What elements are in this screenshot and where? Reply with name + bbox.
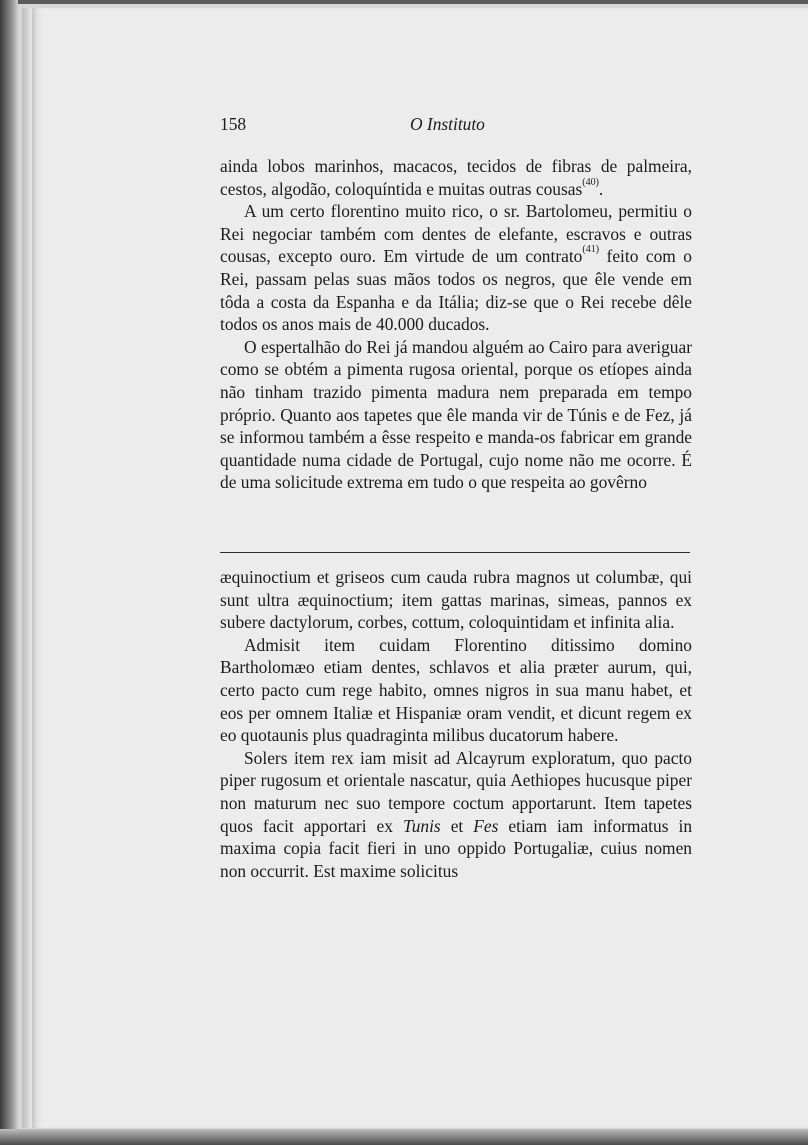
page-number: 158: [220, 114, 247, 134]
portuguese-translation: [220, 155, 692, 494]
place-fes: Fes: [473, 815, 499, 836]
la-conjunction: et: [440, 815, 474, 836]
footnote-ref-41: (41): [582, 244, 600, 256]
pt-paragraph-1-end: .: [598, 178, 604, 199]
la-paragraph-3-text: Solers item rex iam misit ad Alcayrum exploratum, quo pacto piper rugosum et orientale nascatur, quia Aethiopes hucusque piper non maturum nec suo tempore coctum apportarunt. Item tapetes quos facit apportari ex: [220, 747, 692, 836]
page-header: [220, 114, 692, 140]
la-paragraph-2: Admisit item cuidam Florentino ditissimo domino Bartholomæo etiam dentes, schlavos et alia præter aurum, qui, certo pacto cum rege habito, omnes nigros in sua manu habet, et eos per omnem Italiæ et Hispaniæ oram vendit, et dicunt regem ex eo quotaunis plus quadraginta milibus ducatorum habere.: [220, 634, 692, 746]
pt-paragraph-2-rest: feito com o Rei, passam pelas suas mãos todos os negros, que êle vende em tôda a costa da Espanha e da Itália; diz-se que o Rei recebe dêle todos os anos mais de 40.000 ducados.: [220, 246, 692, 335]
running-title: O Instituto: [410, 114, 485, 134]
la-paragraph-3: [220, 747, 692, 883]
pt-paragraph-1-text: ainda lobos marinhos, macacos, tecidos de fibras de palmeira, cestos, algodão, coloquíntida e muitas outras cousas: [220, 156, 692, 199]
latin-original: [220, 566, 692, 882]
la-paragraph-3-rest: etiam iam informatus in maxima copia facit fieri in uno oppido Portugaliæ, cuius nomen non occurrit. Est maxime solicitus: [220, 815, 693, 881]
place-tunis: Tunis: [402, 815, 441, 836]
pt-paragraph-1: [220, 155, 692, 200]
pt-paragraph-2-text: A um certo florentino muito rico, o sr. Bartolomeu, permitiu o Rei negociar também com dentes de elefante, escravos e outras cousas, excepto ouro. Em virtude de um contrato: [220, 201, 692, 267]
pt-paragraph-2: [220, 200, 692, 336]
scan-left-edge: [0, 0, 18, 1145]
la-paragraph-1: æquinoctium et griseos cum cauda rubra magnos ut columbæ, qui sunt ultra æquinoctium; item gattas marinas, simeas, pannos ex subere dactylorum, corbes, cottum, coloquintidam et infinita alia.: [220, 567, 692, 633]
scan-bottom-edge: [0, 1129, 808, 1145]
section-divider: [220, 552, 690, 553]
pt-paragraph-3: O espertalhão do Rei já mandou alguém ao Cairo para averiguar como se obtém a pimenta rugosa oriental, porque os etíopes ainda não tinham trazido pimenta madura nem preparada em tempo próprio. Quanto aos tapetes que êle manda vir de Túnis e de Fez, já se informou também a êsse respeito e manda-os fabricar em grande quantidade numa cidade de Portugal, cujo nome não me ocorre. É de uma solicitude extrema em tudo o que respeita ao govêrno: [220, 336, 692, 493]
footnote-ref-40: (40): [582, 176, 599, 188]
page-gutter-shadow: [22, 8, 32, 1128]
